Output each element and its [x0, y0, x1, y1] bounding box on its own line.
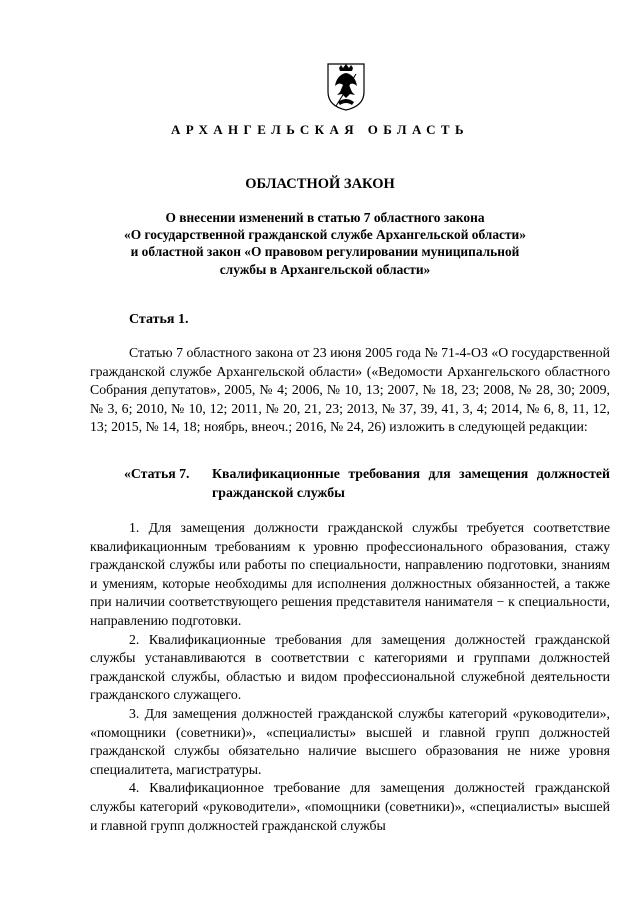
law-title-line: службы в Архангельской области» [219, 261, 431, 277]
law-title [90, 209, 560, 278]
list-item: 1. Для замещения должности гражданской службы требуется соответствие квалификационным требованиям к уровню профессионального образования, стажу гражданской службы или работы по специальности, направлению подготовки, знаниям и умениям, которые необходимы для исполнения должностных обязанностей, а также при наличии соответствующего решения представителя нанимателя − к специальности, направлению подготовки. [90, 520, 610, 628]
law-title-line: «О государственной гражданской службе Архангельской области» [124, 227, 526, 243]
list-item: 4. Квалификационное требование для замещения должностей гражданской службы категорий «руководители», «помощники (советники)», «специалисты» высшей и главной групп должностей гражданской службы [90, 780, 610, 833]
article-1-paragraph: Статью 7 областного закона от 23 июня 2005 года № 71-4-ОЗ «О государственной гражданской службе Архангельской области» («Ведомости Архангельского областного Собрания депутатов», 2005, № 4; 2006, № 10, 13; 2007, № 18, 23; 2008, № 28, 30; 2009, № 3, 6; 2010, № 10, 12; 2011, № 20, 21, 23; 2013, № 37, 39, 41, 3, 4; 2014, № 6, 8, 11, 12, 13; 2015, № 14, 18; ноябрь, внеоч.; 2016, № 24, 26) изложить в следующей редакции: [90, 345, 610, 435]
article-7-items [90, 519, 610, 835]
region-name: АРХАНГЕЛЬСКАЯ ОБЛАСТЬ [171, 122, 469, 137]
list-item: 2. Квалификационные требования для замещения должностей гражданской службы устанавливаются в соответствии с категориями и группами должностей гражданской службы, областью и видом профессиональной служебной деятельности гражданского служащего. [90, 631, 610, 703]
article-1-body [90, 344, 610, 437]
coat-of-arms-icon [326, 62, 366, 112]
article-7-title: Квалификационные требования для замещения должностей гражданской службы [212, 466, 610, 500]
law-title-line: О внесении изменений в статью 7 областного закона [165, 210, 485, 225]
law-title-line: и областной закон «О правовом регулировании муниципальной [130, 244, 520, 260]
law-type-heading: ОБЛАСТНОЙ ЗАКОН [245, 176, 395, 192]
article-7-heading [124, 465, 610, 502]
article-1-heading: Статья 1. [129, 312, 189, 327]
article-7-number: «Статья 7. [124, 466, 190, 481]
list-item: 3. Для замещения должностей гражданской службы категорий «руководители», «помощники (советники)», «специалисты» высшей и главной групп должностей гражданской службы обязательно наличие высшего образования не ниже уровня специалитета, магистратуры. [90, 705, 610, 777]
